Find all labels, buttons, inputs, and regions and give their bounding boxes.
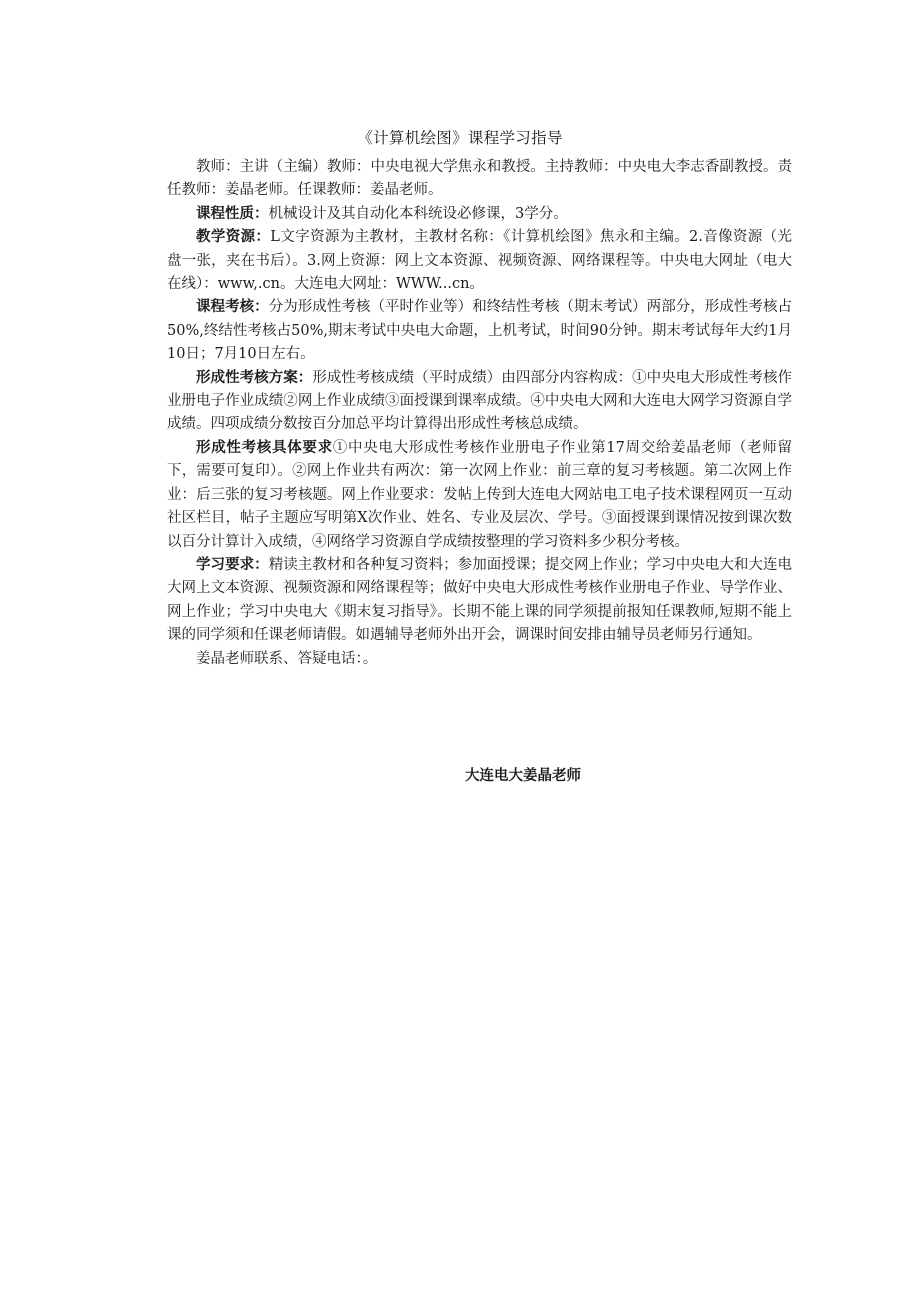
paragraph-label: 学习要求：: [196, 556, 269, 573]
paragraph-contact: [167, 648, 792, 671]
paragraph-label: 形成性考核具体要求: [196, 439, 333, 456]
paragraph-teachers: [167, 156, 792, 203]
paragraph-text: 机械设计及其自动化本科统设必修课，3学分。: [268, 205, 568, 222]
paragraph-course-nature: [167, 203, 792, 226]
paragraph-formative-plan: [167, 367, 792, 437]
paragraph-text: L文字资源为主教材，主教材名称：《计算机绘图》焦永和主编。2.音像资源（光盘一张，夹在书后）。3.网上资源：网上文本资源、视频资源、网络课程等。中央电大网址（电大在线）：www,.cn。大连电大网址：WWW...cn。: [167, 229, 793, 293]
paragraph-label: 课程考核：: [196, 299, 269, 316]
paragraph-text: 姜晶老师联系、答疑电话：。: [196, 650, 378, 667]
paragraph-text: 教师：主讲（主编）教师：中央电视大学焦永和教授。主持教师：中央电大李志香副教授。责任教师：姜晶老师。任课教师：姜晶老师。: [167, 159, 792, 199]
paragraph-text: ①中央电大形成性考核作业册电子作业第17周交给姜晶老师（老师留下，需要可复印）。②网上作业共有两次：第一次网上作业：前三章的复习考核题。第二次网上作业：后三张的复习考核题。网上作业要求：发帖上传到大连电大网站电工电子技术课程网页一互动社区栏目，帖子主题应写明第X次作业、姓名、专业及层次、学号。③面授课到课情况按到课次数以百分计算计入成绩，④网络学习资源自学成绩按整理的学习资料多少积分考核。: [167, 439, 793, 550]
paragraph-text: 精读主教材和各种复习资料；参加面授课；提交网上作业；学习中央电大和大连电大网上文本资源、视频资源和网络课程等；做好中央电大形成性考核作业册电子作业、导学作业、网上作业；学习中央电大《期末复习指导》。长期不能上课的同学须提前报知任课教师,短期不能上课的同学须和任课老师请假。如遇辅导老师外出开会，调课时间安排由辅导员老师另行通知。: [167, 556, 792, 644]
document-title: 《计算机绘图》课程学习指导: [357, 129, 563, 147]
paragraph-teaching-resources: [167, 226, 792, 296]
paragraph-formative-requirements: [167, 437, 792, 554]
signature: 大连电大姜晶老师: [465, 768, 581, 784]
paragraph-study-requirements: [167, 554, 792, 648]
paragraph-label: 教学资源：: [196, 229, 271, 246]
paragraph-text: 形成性考核成绩（平时成绩）由四部分内容构成：①中央电大形成性考核作业册电子作业成绩②网上作业成绩③面授课到课率成绩。④中央电大网和大连电大网学习资源自学成绩。四项成绩分数按百分加总平均计算得出形成性考核总成绩。: [167, 369, 793, 433]
paragraph-label: 形成性考核方案：: [196, 369, 313, 386]
paragraph-assessment: [167, 296, 792, 366]
paragraph-label: 课程性质：: [196, 205, 269, 222]
paragraph-text: 分为形成性考核（平时作业等）和终结性考核（期末考试）两部分，形成性考核占50%,终结性考核占50%,期末考试中央电大命题，上机考试，时间90分钟。期末考试每年大约1月10日；7月10日左右。: [167, 299, 792, 363]
document-body: [167, 156, 792, 671]
